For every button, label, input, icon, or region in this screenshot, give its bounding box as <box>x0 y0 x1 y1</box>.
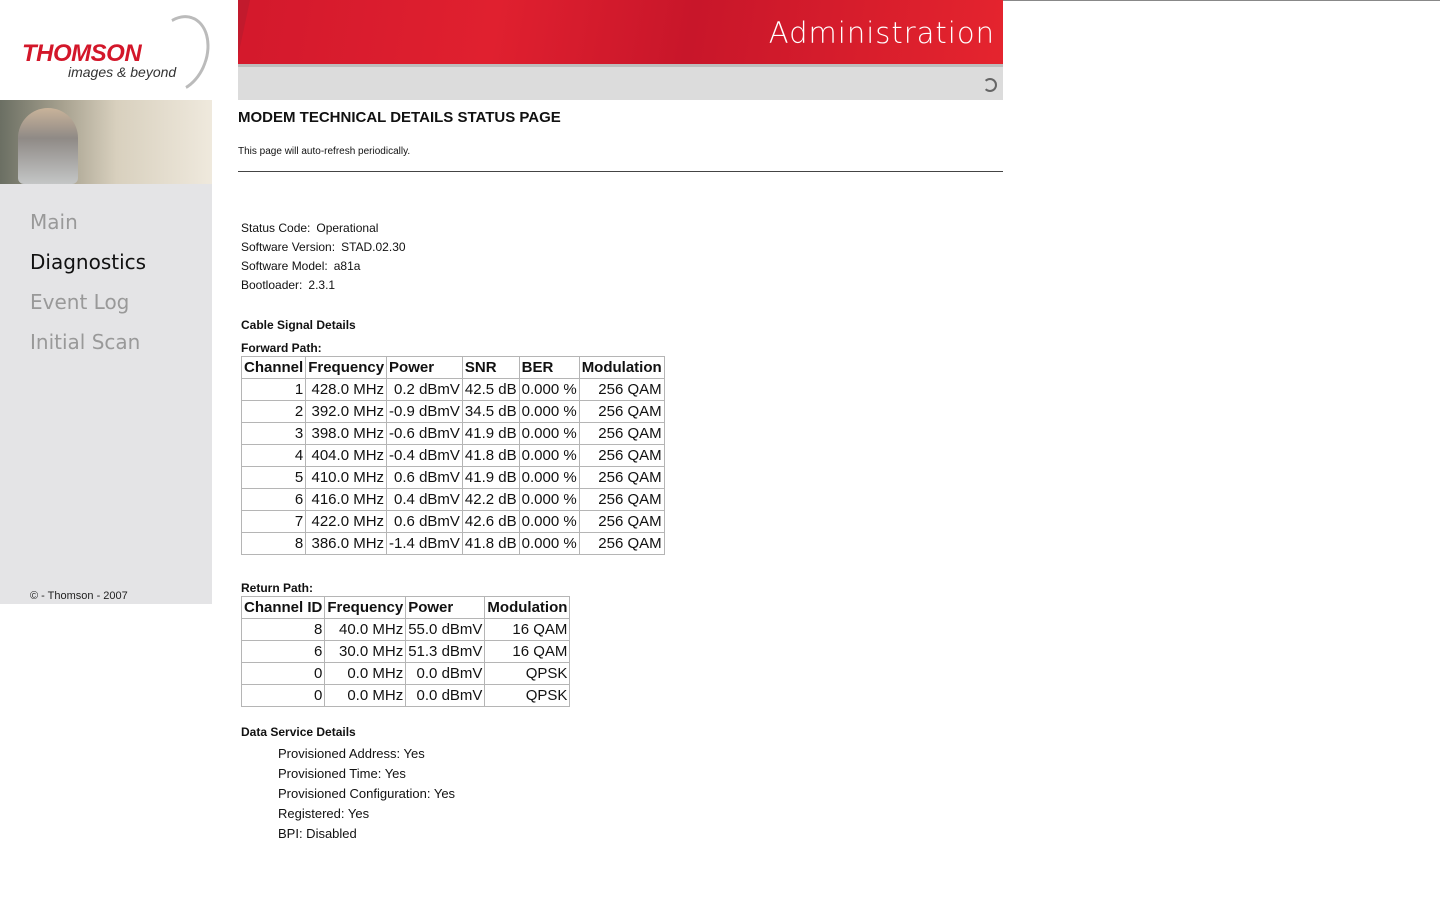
status-label: Status Code: <box>241 221 311 235</box>
table-row <box>242 511 665 533</box>
table-row <box>242 423 665 445</box>
return-column-header: Channel ID <box>242 597 325 619</box>
table-cell: 0.6 dBmV <box>387 467 463 489</box>
table-cell: 0.000 % <box>519 511 579 533</box>
status-row <box>241 257 406 276</box>
sidebar <box>0 100 212 604</box>
table-cell: 256 QAM <box>579 489 664 511</box>
table-cell: 6 <box>242 641 325 663</box>
return-column-header: Modulation <box>485 597 570 619</box>
copyright: © - Thomson - 2007 <box>30 590 128 602</box>
status-label: Bootloader: <box>241 278 303 292</box>
auto-refresh-note: This page will auto-refresh periodically. <box>238 146 411 157</box>
table-cell: 398.0 MHz <box>306 423 387 445</box>
table-cell: 16 QAM <box>485 641 570 663</box>
table-row <box>242 401 665 423</box>
forward-path-table <box>241 356 665 555</box>
refresh-icon <box>983 78 997 92</box>
table-row <box>242 619 570 641</box>
return-path-table <box>241 596 570 707</box>
table-cell: 404.0 MHz <box>306 445 387 467</box>
cable-signal-heading: Cable Signal Details <box>241 318 356 332</box>
table-cell: 0.000 % <box>519 467 579 489</box>
table-cell: 416.0 MHz <box>306 489 387 511</box>
table-row <box>242 489 665 511</box>
data-service-item: Provisioned Address: Yes <box>278 746 425 761</box>
table-cell: 256 QAM <box>579 401 664 423</box>
table-row <box>242 533 665 555</box>
sidebar-item-event-log[interactable]: Event Log <box>30 290 130 314</box>
table-cell: 7 <box>242 511 306 533</box>
table-cell: 0.4 dBmV <box>387 489 463 511</box>
header <box>0 0 1003 100</box>
table-cell: -0.9 dBmV <box>387 401 463 423</box>
table-cell: 42.6 dB <box>462 511 519 533</box>
data-service-item: Provisioned Time: Yes <box>278 766 406 781</box>
header-title: Administration <box>768 16 995 50</box>
sidebar-photo <box>0 100 212 184</box>
return-column-header: Power <box>406 597 485 619</box>
status-details <box>241 219 406 295</box>
table-cell: 410.0 MHz <box>306 467 387 489</box>
forward-path-heading: Forward Path: <box>241 341 322 355</box>
forward-column-header: Frequency <box>306 357 387 379</box>
data-service-item: Provisioned Configuration: Yes <box>278 786 456 801</box>
table-cell: -0.6 dBmV <box>387 423 463 445</box>
table-cell: QPSK <box>485 685 570 707</box>
status-row <box>241 276 406 295</box>
sidebar-item-initial-scan[interactable]: Initial Scan <box>30 330 141 354</box>
table-cell: 256 QAM <box>579 445 664 467</box>
table-cell: 386.0 MHz <box>306 533 387 555</box>
table-cell: 428.0 MHz <box>306 379 387 401</box>
logo <box>0 0 238 100</box>
table-cell: 256 QAM <box>579 423 664 445</box>
return-path-heading: Return Path: <box>241 581 313 595</box>
forward-column-header: Modulation <box>579 357 664 379</box>
top-rule <box>1003 0 1440 1</box>
table-cell: 34.5 dB <box>462 401 519 423</box>
table-cell: 256 QAM <box>579 467 664 489</box>
divider <box>238 171 1003 172</box>
status-label: Software Version: <box>241 240 336 254</box>
sidebar-item-diagnostics[interactable]: Diagnostics <box>30 250 147 274</box>
forward-column-header: BER <box>519 357 579 379</box>
table-cell: 41.8 dB <box>462 445 519 467</box>
table-cell: 0.000 % <box>519 445 579 467</box>
table-cell: 256 QAM <box>579 511 664 533</box>
table-cell: 30.0 MHz <box>325 641 406 663</box>
table-cell: 256 QAM <box>579 533 664 555</box>
table-cell: 0.0 dBmV <box>406 685 485 707</box>
table-cell: 392.0 MHz <box>306 401 387 423</box>
return-column-header: Frequency <box>325 597 406 619</box>
table-row <box>242 467 665 489</box>
forward-column-header: Power <box>387 357 463 379</box>
table-cell: 6 <box>242 489 306 511</box>
logo-swoosh-icon <box>138 6 220 101</box>
status-label: Software Model: <box>241 259 328 273</box>
status-value: a81a <box>333 259 361 273</box>
table-cell: -0.4 dBmV <box>387 445 463 467</box>
sidebar-item-main[interactable]: Main <box>30 210 78 234</box>
banner <box>220 0 1003 64</box>
logo-name: THOMSON <box>22 40 142 67</box>
status-value: 2.3.1 <box>308 278 336 292</box>
forward-column-header: Channel <box>242 357 306 379</box>
table-cell: 0.2 dBmV <box>387 379 463 401</box>
table-cell: QPSK <box>485 663 570 685</box>
table-cell: 40.0 MHz <box>325 619 406 641</box>
table-cell: 0.000 % <box>519 423 579 445</box>
status-value: STAD.02.30 <box>341 240 406 254</box>
logo-tagline: images & beyond <box>68 64 177 80</box>
table-cell: 422.0 MHz <box>306 511 387 533</box>
table-cell: 16 QAM <box>485 619 570 641</box>
table-cell: 0.6 dBmV <box>387 511 463 533</box>
data-service-item: Registered: Yes <box>278 806 370 821</box>
table-cell: 0.000 % <box>519 489 579 511</box>
table-cell: 0.0 MHz <box>325 685 406 707</box>
table-cell: 0.000 % <box>519 379 579 401</box>
table-cell: -1.4 dBmV <box>387 533 463 555</box>
table-cell: 42.5 dB <box>462 379 519 401</box>
data-service-details <box>278 744 455 844</box>
table-cell: 42.2 dB <box>462 489 519 511</box>
table-cell: 51.3 dBmV <box>406 641 485 663</box>
person-image <box>18 108 78 184</box>
forward-column-header: SNR <box>462 357 519 379</box>
page-title: MODEM TECHNICAL DETAILS STATUS PAGE <box>238 109 561 126</box>
table-row <box>242 445 665 467</box>
table-row <box>242 663 570 685</box>
status-row <box>241 219 406 238</box>
table-cell: 0.000 % <box>519 401 579 423</box>
table-cell: 0.0 dBmV <box>406 663 485 685</box>
table-row <box>242 641 570 663</box>
status-row <box>241 238 406 257</box>
table-cell: 0 <box>242 663 325 685</box>
table-cell: 55.0 dBmV <box>406 619 485 641</box>
table-cell: 1 <box>242 379 306 401</box>
table-cell: 0.0 MHz <box>325 663 406 685</box>
table-row <box>242 379 665 401</box>
table-cell: 3 <box>242 423 306 445</box>
data-service-heading: Data Service Details <box>241 725 356 739</box>
table-cell: 2 <box>242 401 306 423</box>
data-service-item: BPI: Disabled <box>278 826 357 841</box>
table-cell: 41.9 dB <box>462 467 519 489</box>
table-cell: 5 <box>242 467 306 489</box>
table-row <box>242 685 570 707</box>
table-cell: 8 <box>242 533 306 555</box>
table-cell: 41.9 dB <box>462 423 519 445</box>
sidebar-nav <box>30 210 146 370</box>
table-cell: 8 <box>242 619 325 641</box>
table-cell: 256 QAM <box>579 379 664 401</box>
toolbar-bar <box>220 64 1003 100</box>
table-cell: 4 <box>242 445 306 467</box>
table-cell: 0.000 % <box>519 533 579 555</box>
table-cell: 0 <box>242 685 325 707</box>
table-cell: 41.8 dB <box>462 533 519 555</box>
status-value: Operational <box>316 221 379 235</box>
